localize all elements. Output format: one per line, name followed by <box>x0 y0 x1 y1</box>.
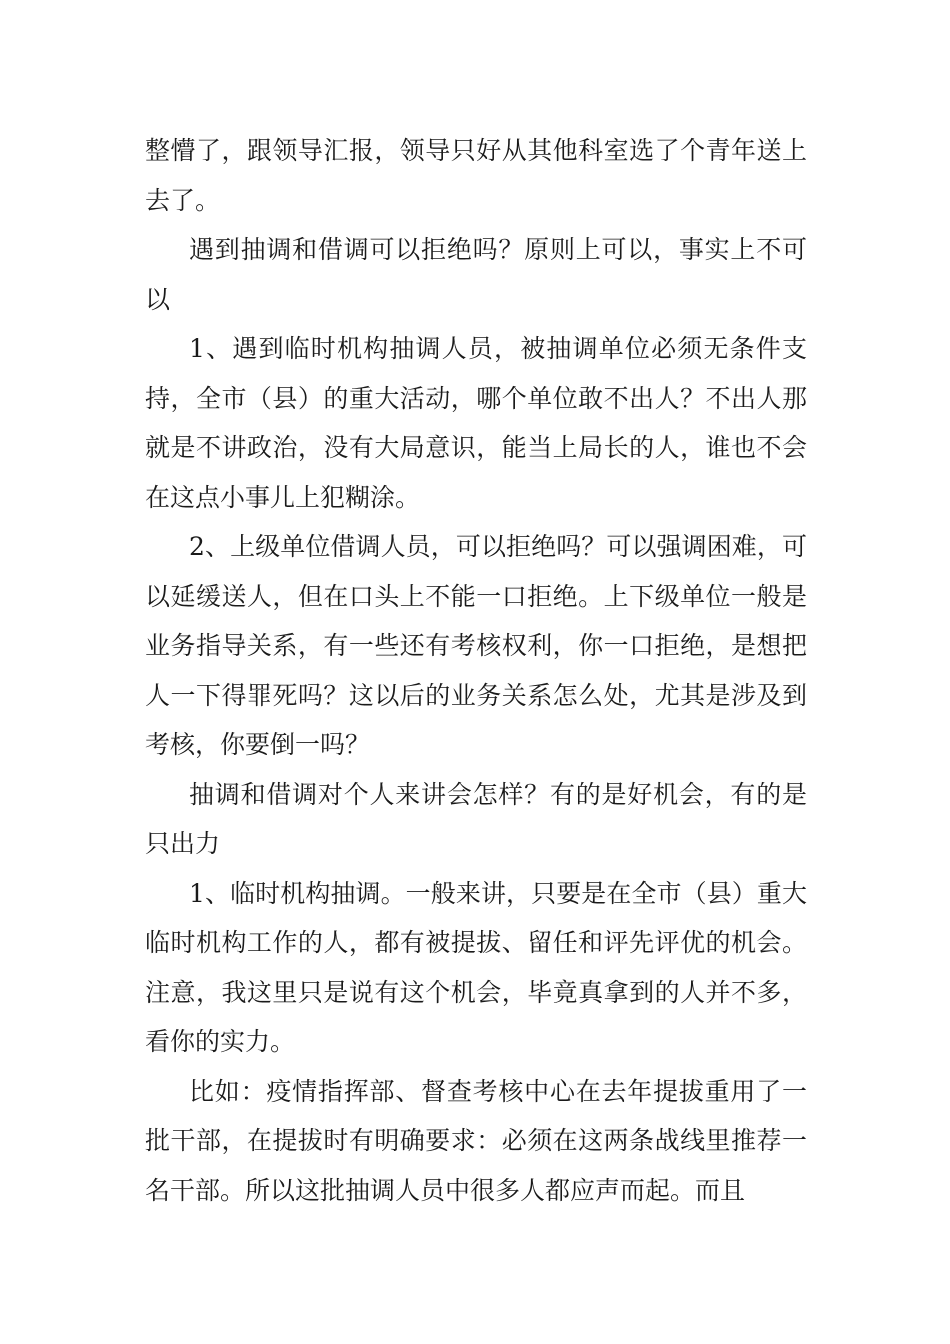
paragraph-2-heading: 遇到抽调和借调可以拒绝吗？原则上可以，事实上不可以 <box>145 235 807 314</box>
paragraph-3: 1、遇到临时机构抽调人员，被抽调单位必须无条件支持，全市（县）的重大活动，哪个单位敢不出人？不出人那就是不讲政治，没有大局意识，能当上局长的人，谁也不会在这点小事儿上犯糊涂。 <box>145 334 807 512</box>
paragraph-1: 整懵了，跟领导汇报，领导只好从其他科室选了个青年送上去了。 <box>145 136 807 215</box>
document-body <box>145 126 807 1215</box>
paragraph-5-heading: 抽调和借调对个人来讲会怎样？有的是好机会，有的是只出力 <box>145 779 807 858</box>
paragraph-7: 比如：疫情指挥部、督查考核中心在去年提拔重用了一批干部，在提拔时有明确要求：必须在这两条战线里推荐一名干部。所以这批抽调人员中很多人都应声而起。而且 <box>145 1076 807 1205</box>
paragraph-4: 2、上级单位借调人员，可以拒绝吗？可以强调困难，可以延缓送人，但在口头上不能一口拒绝。上下级单位一般是业务指导关系，有一些还有考核权利，你一口拒绝，是想把人一下得罪死吗？这以后的业务关系怎么处，尤其是涉及到考核，你要倒一吗？ <box>145 532 807 759</box>
paragraph-6: 1、临时机构抽调。一般来讲，只要是在全市（县）重大临时机构工作的人，都有被提拔、留任和评先评优的机会。注意，我这里只是说有这个机会，毕竟真拿到的人并不多，看你的实力。 <box>145 878 807 1056</box>
